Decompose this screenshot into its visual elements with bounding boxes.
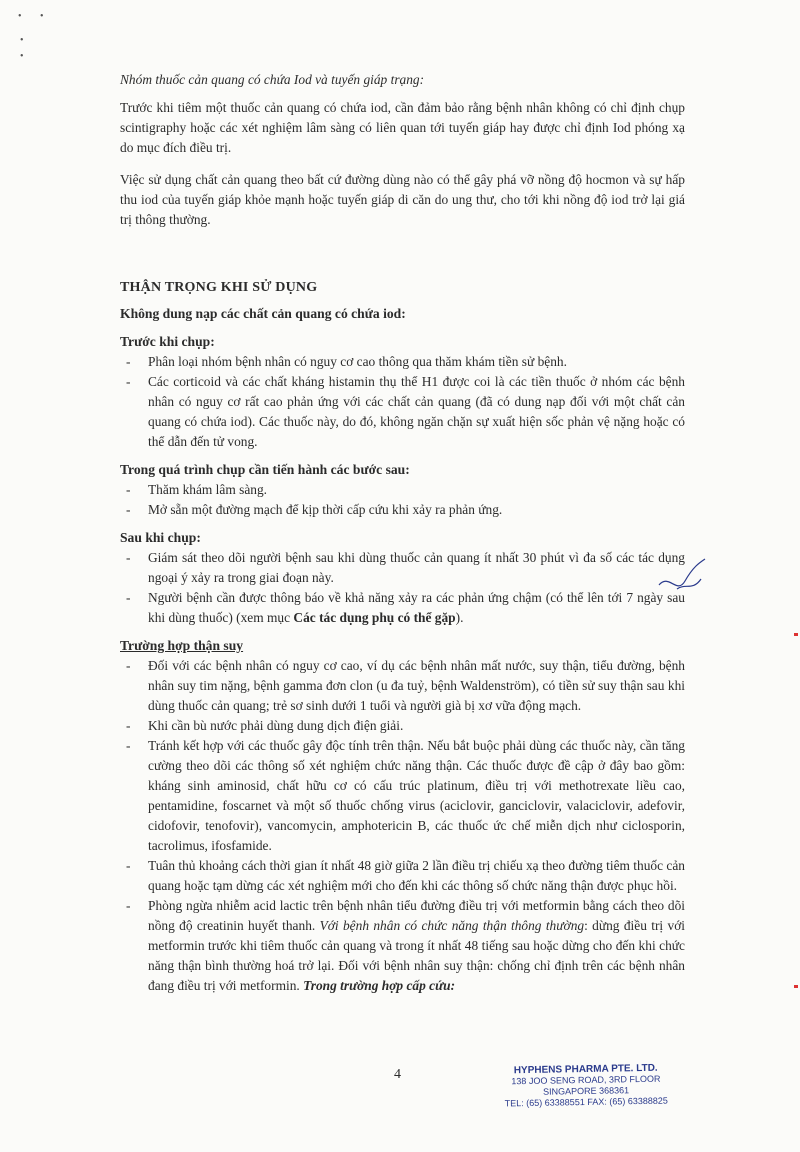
list-item: - Giám sát theo dõi người bệnh sau khi dùng thuốc cản quang ít nhất 30 phút vì đa số các tác dụng ngoại ý xảy ra trong giai đoạn này. (120, 548, 685, 588)
emergency-label: Trong trường hợp cấp cứu: (303, 978, 456, 993)
list-item: - Phân loại nhóm bệnh nhân có nguy cơ cao thông qua thăm khám tiền sử bệnh. (120, 352, 685, 372)
dot: • (18, 11, 22, 22)
signature-mark (655, 555, 715, 605)
list-item (120, 896, 685, 996)
list-item: - Mở sẵn một đường mạch để kịp thời cấp cứu khi xảy ra phản ứng. (120, 500, 685, 520)
list-item: - Tránh kết hợp với các thuốc gây độc tính trên thận. Nếu bắt buộc phải dùng các thuốc này, cần tăng cường theo dõi các thông số xét nghiệm chức năng thận. Các thuốc được đề cập ở đây bao gồm: kháng sinh aminosid, chất hữu cơ có cấu trúc platinum, điều trị với methotrexate liều cao, pentamidine, foscarnet và một số thuốc chống virus (aciclovir, ganciclovir, valaciclovir, adefovir, cidofovir, tenofovir), vancomycin, amphotericin B, các thuốc ức chế miễn dịch như ciclosporin, tacrolimus, ifosfamide. (120, 736, 685, 856)
precautions-title: THẬN TRỌNG KHI SỬ DỤNG (120, 280, 318, 295)
during-scan-list (120, 480, 685, 520)
margin-mark (794, 985, 798, 988)
dot: • (40, 11, 44, 22)
list-item: - Thăm khám lâm sàng. (120, 480, 685, 500)
metformin-text-2: : dừng điều trị với metformin trước khi tiêm thuốc cản quang và trong ít nhất 48 tiếng sau hoặc dừng cho đến khi chức năng thận bình thường hoá trở lại. Đối với bệnh nhân suy thận: chống chỉ định trên các bệnh nhân đang điều trị với metformin. (148, 918, 685, 993)
list-item (120, 588, 685, 628)
during-scan-heading: Trong quá trình chụp cần tiến hành các bước sau: (120, 462, 410, 477)
list-item: - Khi cần bù nước phải dùng dung dịch điện giải. (120, 716, 685, 736)
list-item: - Đối với các bệnh nhân có nguy cơ cao, ví dụ các bệnh nhân mất nước, suy thận, tiểu đường, bệnh nhân suy tim nặng, bệnh gamma đơn clon (u đa tuỷ, bệnh Waldenström), có tiền sử suy thận sau khi dùng thuốc cản quang; trẻ sơ sinh dưới 1 tuổi và người già bị xơ vữa động mạch. (120, 656, 685, 716)
document-body (120, 70, 685, 996)
stamp-company-name: HYPHENS PHARMA PTE. LTD. (513, 1062, 658, 1077)
metformin-italic: Với bệnh nhân có chức năng thận thông thường (319, 918, 585, 933)
metformin-text-1: Phòng ngừa nhiễm acid lactic trên bệnh nhân tiểu đường điều trị với metformin bằng cách theo dõi nồng độ creatinin huyết thanh. (148, 898, 685, 933)
renal-failure-list (120, 656, 685, 996)
before-scan-list (120, 352, 685, 452)
dot: • (20, 35, 24, 46)
after-item-end: ). (455, 610, 464, 625)
margin-mark (794, 633, 798, 636)
after-scan-list (120, 548, 685, 628)
list-item: - Tuân thủ khoảng cách thời gian ít nhất 48 giờ giữa 2 lần điều trị chiếu xạ theo đường tiêm thuốc cản quang hoặc tạm dừng các xét nghiệm mới cho đến khi các thông số chức năng thận được phục hồi. (120, 856, 685, 896)
thyroid-paragraph-2: Việc sử dụng chất cản quang theo bất cứ đường dùng nào có thể gây phá vỡ nồng độ hocmon và sự hấp thu iod của tuyến giáp khỏe mạnh hoặc tuyến giáp di căn do ung thư, cho tới khi nồng độ iod trở lại giá trị thông thường. (120, 172, 685, 227)
side-effects-reference: Các tác dụng phụ có thể gặp (293, 610, 456, 625)
before-scan-heading: Trước khi chụp: (120, 334, 215, 349)
thyroid-paragraph-1: Trước khi tiêm một thuốc cản quang có chứa iod, cần đảm bảo rằng bệnh nhân không có chỉ định chụp scintigraphy hoặc các xét nghiệm lâm sàng có liên quan tới tuyến giáp hay được chỉ định Iod phóng xạ do mục đích điều trị. (120, 100, 685, 155)
stamp-city: SINGAPORE 368361 (542, 1085, 630, 1097)
stamp-address: 138 JOO SENG ROAD, 3RD FLOOR (511, 1073, 661, 1087)
corner-dots (18, 12, 44, 62)
page-number: 4 (394, 1067, 401, 1082)
renal-failure-heading: Trường hợp thận suy (120, 638, 244, 653)
after-scan-heading: Sau khi chụp: (120, 530, 201, 545)
dot: • (20, 51, 24, 62)
list-item: - Các corticoid và các chất kháng histamin thụ thể H1 được coi là các tiền thuốc ở nhóm các bệnh nhân có nguy cơ rất cao phản ứng với các chất cản quang (đã có dung nạp đối với một chất cản quang có chứa iod). Các thuốc này, do đó, không ngăn chặn sự xuất hiện sốc phản vệ nặng hoặc có thể dẫn đến tử vong. (120, 372, 685, 452)
after-item-text: Người bệnh cần được thông báo về khả năng xảy ra các phản ứng chậm (có thể lên tới 7 ngày sau khi dùng thuốc) (xem mục (148, 590, 685, 625)
intolerance-heading: Không dung nạp các chất cản quang có chứa iod: (120, 306, 406, 321)
stamp-contact: TEL: (65) 63388551 FAX: (65) 63388825 (504, 1095, 668, 1109)
company-stamp (496, 1062, 677, 1109)
thyroid-heading: Nhóm thuốc cản quang có chứa Iod và tuyến giáp trạng: (120, 72, 425, 87)
